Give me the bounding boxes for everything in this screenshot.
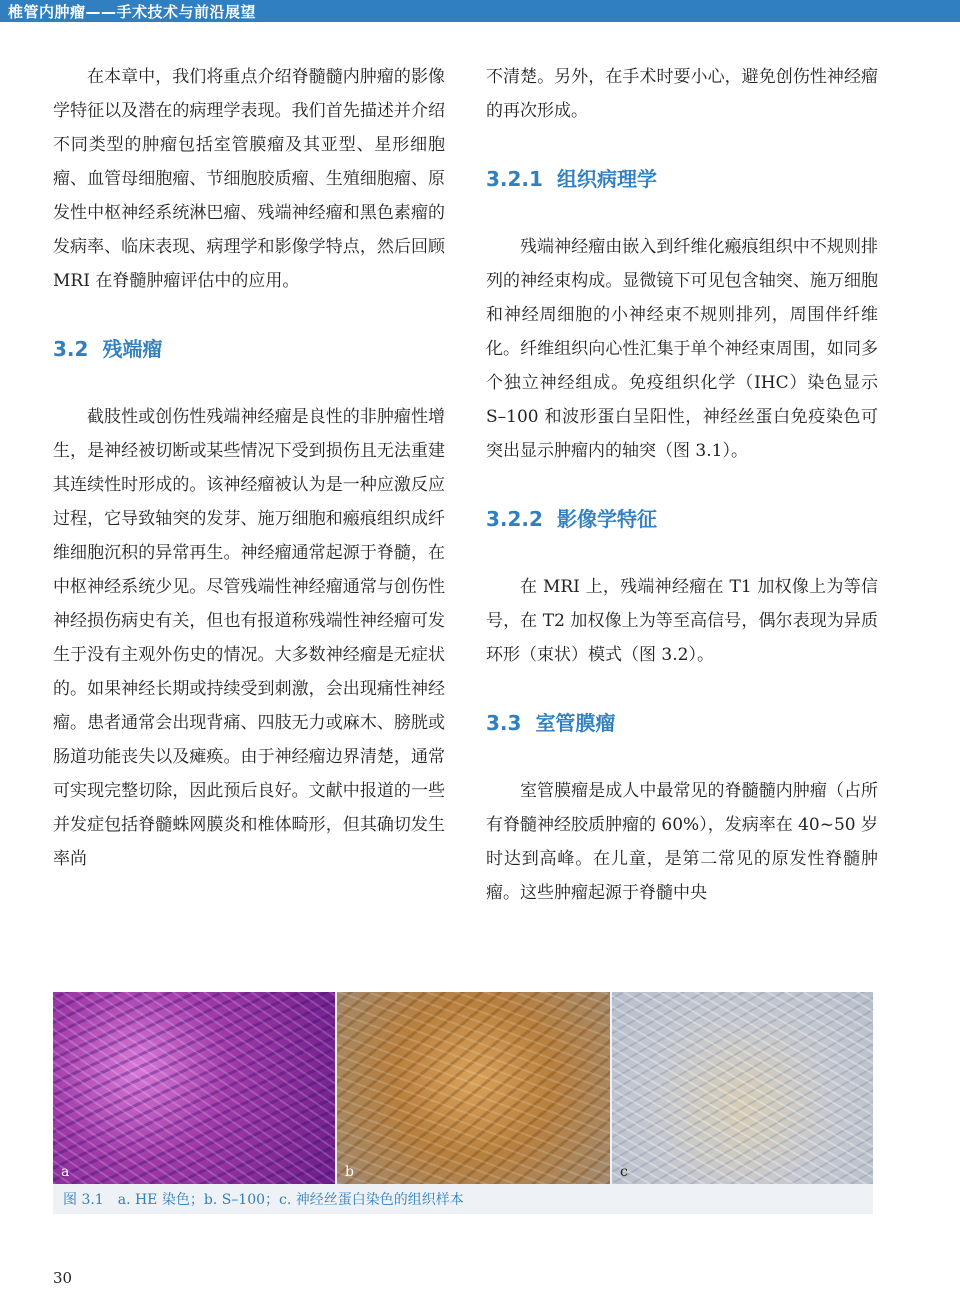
panel-label-b: b (345, 1164, 354, 1180)
section-3-3-paragraph: 室管膜瘤是成人中最常见的脊髓髓内肿瘤（占所有脊髓神经胶质肿瘤的 60%），发病率在 40~50 岁时达到高峰。在儿童，是第二常见的原发性脊髓肿瘤。这些肿瘤起源于脊髓中央 (486, 781, 879, 903)
section-3-2-1-paragraph: 残端神经瘤由嵌入到纤维化瘢痕组织中不规则排列的神经束构成。显微镜下可见包含轴突、施万细胞和神经周细胞的小神经束不规则排列，周围伴纤维化。纤维组织向心性汇集于单个神经束周围，如同多个独立神经组成。免疫组织化学（IHC）染色显示 S–100 和波形蛋白呈阳性，神经丝蛋白免疫染色可突出显示肿瘤内的轴突（图 3.1）。 (486, 237, 878, 461)
caption-text: a. HE 染色；b. S–100；c. 神经丝蛋白染色的组织样本 (117, 1192, 464, 1208)
section-heading-3-2-2 (486, 502, 878, 536)
page-number: 30 (53, 1269, 73, 1287)
section-number: 3.2.1 (486, 167, 543, 191)
section-title: 残端瘤 (102, 337, 163, 361)
section-number: 3.3 (486, 711, 522, 735)
section-number: 3.2.2 (486, 507, 543, 531)
section-3-2-paragraph: 截肢性或创伤性残端神经瘤是良性的非肿瘤性增生，是神经被切断或某些情况下受到损伤且无法重建其连续性时形成的。该神经瘤被认为是一种应激反应过程，它导致轴突的发芽、施万细胞和瘢痕组织成纤维细胞沉积的异常再生。神经瘤通常起源于脊髓，在中枢神经系统少见。尽管残端性神经瘤通常与创伤性神经损伤病史有关，但也有报道称残端性神经瘤可发生于没有主观外伤史的情况。大多数神经瘤是无症状的。如果神经长期或持续受到刺激，会出现痛性神经瘤。患者通常会出现背痛、四肢无力或麻木、膀胱或肠道功能丧失以及瘫痪。由于神经瘤边界清楚，通常可实现完整切除，因此预后良好。文献中报道的一些并发症包括脊髓蛛网膜炎和椎体畸形，但其确切发生率尚 (53, 407, 445, 869)
right-column (486, 60, 878, 910)
section-heading-3-2-1 (486, 162, 878, 196)
s100-stain-image (337, 992, 610, 1184)
section-number: 3.2 (53, 337, 89, 361)
continuation-paragraph: 不清楚。另外，在手术时要小心，避免创伤性神经瘤的再次形成。 (486, 67, 878, 121)
left-column (53, 60, 445, 876)
section-heading-3-3 (486, 706, 878, 740)
panel-label-c: c (620, 1164, 628, 1180)
intro-paragraph: 在本章中，我们将重点介绍脊髓髓内肿瘤的影像学特征以及潜在的病理学表现。我们首先描述并介绍不同类型的肿瘤包括室管膜瘤及其亚型、星形细胞瘤、血管母细胞瘤、节细胞胶质瘤、生殖细胞瘤、原发性中枢神经系统淋巴瘤、残端神经瘤和黑色素瘤的发病率、临床表现、病理学和影像学特点，然后回顾 MRI 在脊髓肿瘤评估中的应用。 (53, 67, 445, 291)
section-title: 影像学特征 (556, 507, 657, 531)
section-title: 组织病理学 (556, 167, 657, 191)
running-header (0, 0, 960, 22)
figure-3-1 (53, 992, 873, 1214)
figure-caption (63, 1189, 464, 1209)
he-stain-image (53, 992, 335, 1184)
figure-number: 图 3.1 (63, 1192, 104, 1208)
section-3-2-2-paragraph: 在 MRI 上，残端神经瘤在 T1 加权像上为等信号，在 T2 加权像上为等至高信号，偶尔表现为异质环形（束状）模式（图 3.2）。 (486, 577, 878, 665)
neurofilament-stain-image (612, 992, 873, 1184)
panel-label-a: a (61, 1164, 70, 1180)
section-title: 室管膜瘤 (535, 711, 616, 735)
figure-panels (53, 992, 873, 1184)
book-title: 椎管内肿瘤——手术技术与前沿展望 (8, 3, 257, 21)
section-heading-3-2 (53, 332, 445, 366)
